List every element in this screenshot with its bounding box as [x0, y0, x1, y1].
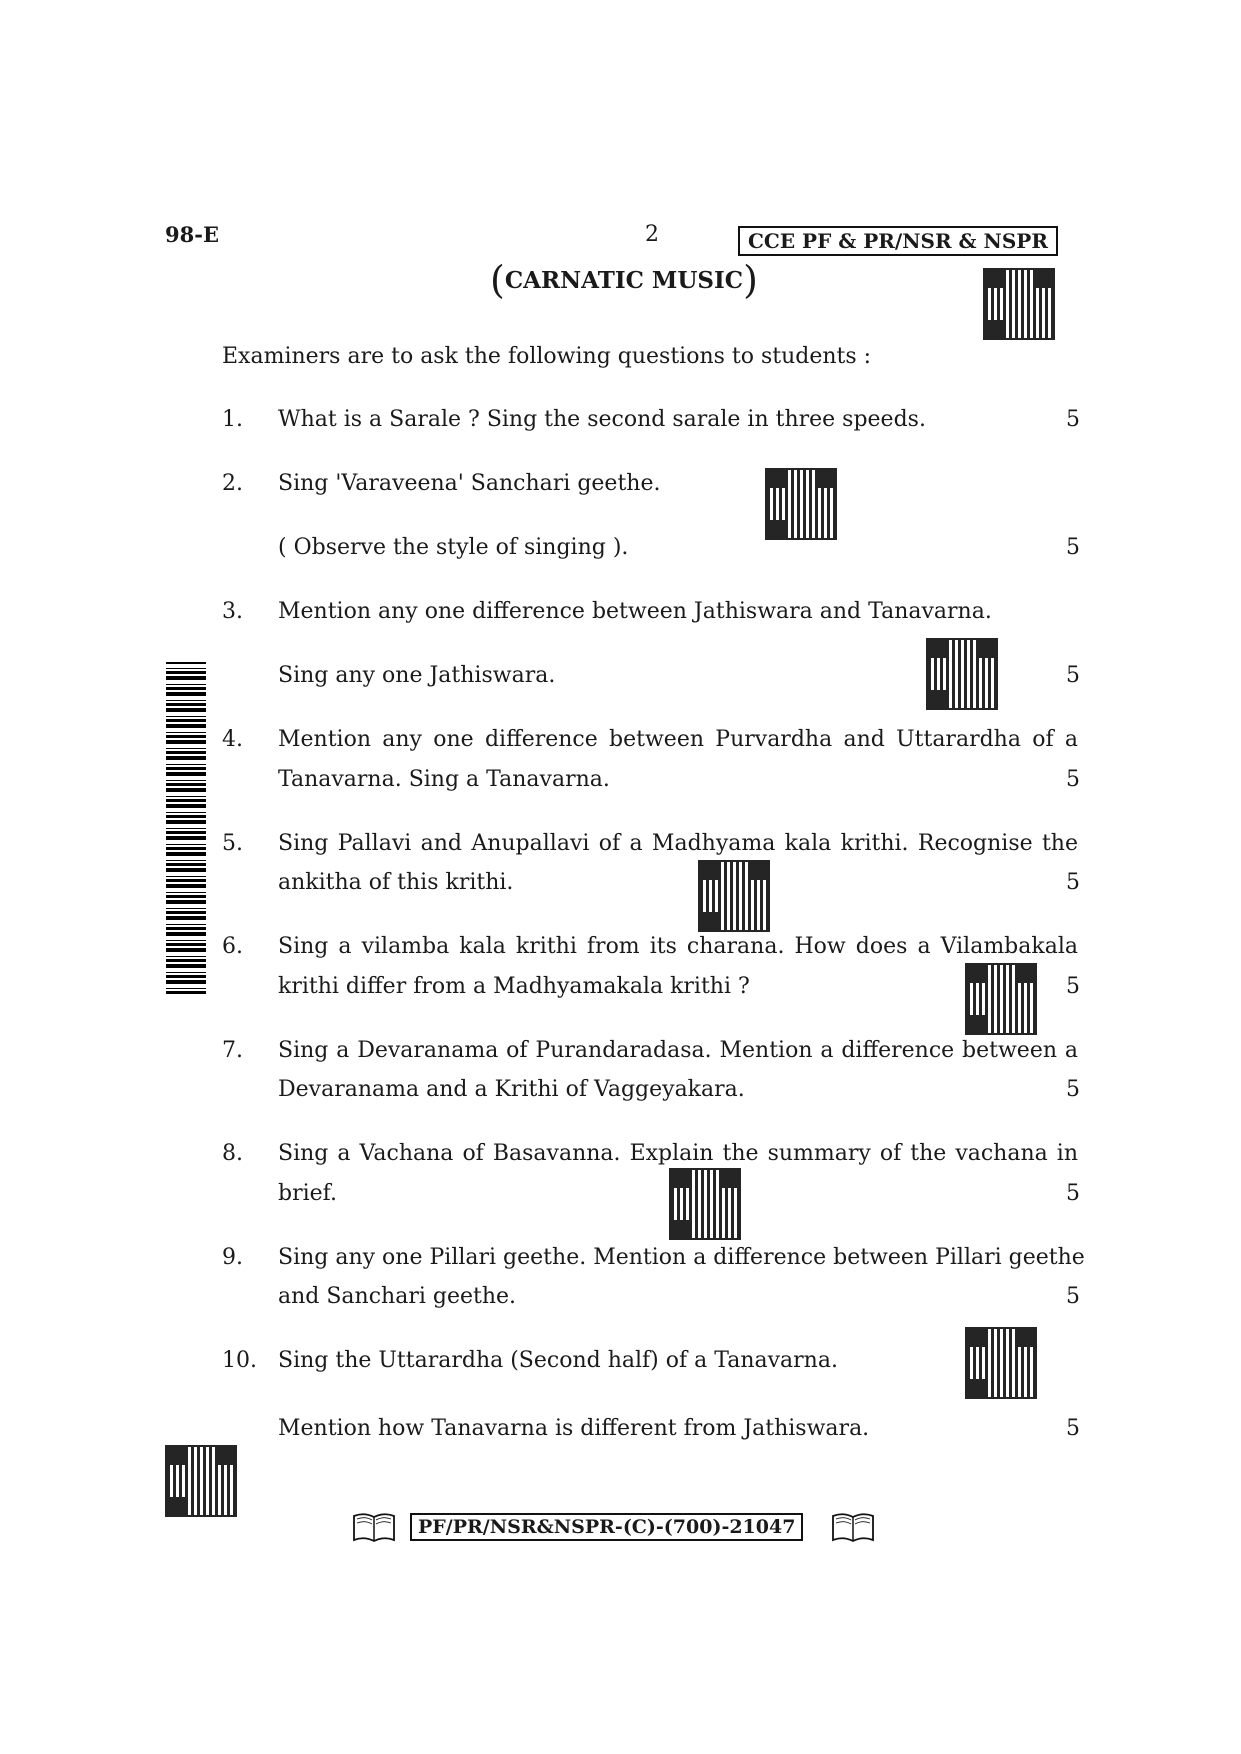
open-book-icon	[352, 1510, 396, 1544]
question-number: 1.	[222, 407, 243, 432]
question-number: 6.	[222, 934, 243, 959]
question-text: Sing a Devaranama of Purandaradasa. Mention a difference between a	[278, 1038, 1078, 1063]
question-text: Sing a Vachana of Basavanna. Explain the summary of the vachana in	[278, 1141, 1078, 1166]
question-text: ankitha of this krithi.	[278, 870, 514, 895]
question-number: 2.	[222, 471, 243, 496]
question-text: Sing the Uttarardha (Second half) of a Tanavarna.	[278, 1348, 838, 1373]
footer-code-box: PF/PR/NSR&NSPR-(C)-(700)-21047	[410, 1513, 803, 1541]
question-text: brief.	[278, 1181, 338, 1206]
question-number: 4.	[222, 727, 243, 752]
page-number: 2	[645, 222, 659, 247]
question-marks: 5	[1066, 407, 1080, 432]
question-number: 8.	[222, 1141, 243, 1166]
question-text: and Sanchari geethe.	[278, 1284, 517, 1309]
question-text: Mention any one difference between Purvardha and Uttarardha of a	[278, 727, 1078, 752]
question-marks: 5	[1066, 1416, 1080, 1441]
title-open-paren: (	[490, 258, 505, 302]
question-text: Sing 'Varaveena' Sanchari geethe.	[278, 471, 661, 496]
question-marks: 5	[1066, 974, 1080, 999]
question-number: 10.	[222, 1348, 257, 1373]
open-book-icon	[831, 1510, 875, 1544]
question-number: 5.	[222, 831, 243, 856]
question-marks: 5	[1066, 870, 1080, 895]
title-close-paren: )	[743, 258, 758, 302]
qr-code-icon	[985, 270, 1053, 338]
question-text: Mention how Tanavarna is different from Jathiswara.	[278, 1416, 870, 1441]
question-marks: 5	[1066, 767, 1080, 792]
question-text: Sing Pallavi and Anupallavi of a Madhyama kala krithi. Recognise the	[278, 831, 1078, 856]
question-marks: 5	[1066, 535, 1080, 560]
title-text: CARNATIC MUSIC	[504, 267, 744, 294]
question-marks: 5	[1066, 1284, 1080, 1309]
question-text: What is a Sarale ? Sing the second sarale in three speeds.	[278, 407, 926, 432]
subject-title	[490, 258, 758, 302]
barcode-icon	[166, 662, 206, 994]
question-number: 9.	[222, 1245, 243, 1270]
exam-title-box: CCE PF & PR/NSR & NSPR	[738, 226, 1058, 256]
question-text: ( Observe the style of singing ).	[278, 535, 629, 560]
question-text: Devaranama and a Krithi of Vaggeyakara.	[278, 1077, 745, 1102]
paper-code: 98-E	[165, 222, 219, 247]
question-text: krithi differ from a Madhyamakala krithi ?	[278, 974, 750, 999]
instructions-text: Examiners are to ask the following questions to students :	[222, 344, 872, 369]
question-text: Mention any one difference between Jathiswara and Tanavarna.	[278, 599, 992, 624]
question-marks: 5	[1066, 663, 1080, 688]
question-text: Sing any one Pillari geethe. Mention a difference between Pillari geethe	[278, 1245, 1085, 1270]
qr-code-icon	[167, 1447, 235, 1515]
question-text: Sing a vilamba kala krithi from its charana. How does a Vilambakala	[278, 934, 1078, 959]
question-number: 7.	[222, 1038, 243, 1063]
question-text: Tanavarna. Sing a Tanavarna.	[278, 767, 610, 792]
question-marks: 5	[1066, 1181, 1080, 1206]
question-marks: 5	[1066, 1077, 1080, 1102]
question-text: Sing any one Jathiswara.	[278, 663, 556, 688]
question-number: 3.	[222, 599, 243, 624]
